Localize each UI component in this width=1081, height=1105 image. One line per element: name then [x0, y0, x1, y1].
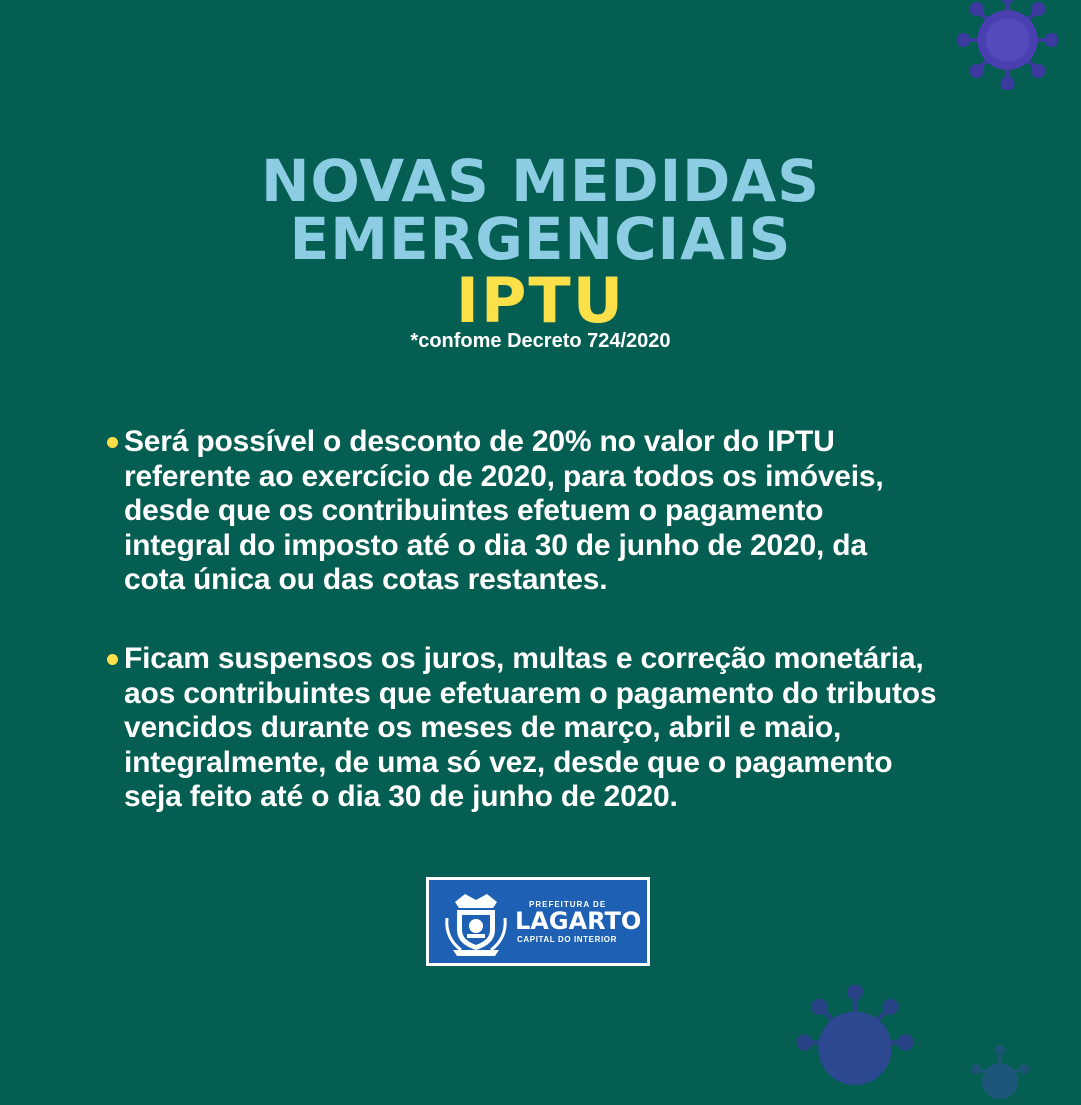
- bullet-text-line: desde que os contribuintes efetuem o pagamento: [124, 494, 824, 527]
- logo-name: LAGARTO: [515, 907, 642, 935]
- bullet-item-discount: [107, 425, 1057, 598]
- bullet-dot-icon: [107, 437, 118, 448]
- subject-heading: IPTU: [455, 264, 626, 337]
- logo-prefix: PREFEITURA DE: [529, 900, 607, 909]
- decree-note: *confome Decreto 724/2020: [410, 330, 671, 352]
- bullet-text-line: aos contribuintes que efetuarem o pagamento do tributos: [124, 676, 937, 710]
- virus-icon: [795, 985, 915, 1100]
- bullet-text-line: cota única ou das cotas restantes.: [124, 563, 608, 596]
- bullet-text-line: integralmente, de uma só vez, desde que o pagamento: [124, 745, 893, 779]
- municipal-crest-icon: [441, 888, 511, 958]
- bullet-dot-icon: [107, 654, 118, 665]
- title-line-2: EMERGENCIAIS: [289, 205, 792, 273]
- logo-tagline: CAPITAL DO INTERIOR: [517, 935, 617, 944]
- bullet-text-line: referente ao exercício de 2020, para todos os imóveis,: [124, 459, 884, 493]
- logo-panel: [429, 880, 647, 963]
- bullet-item-suspension: [107, 642, 1057, 815]
- bullet-text-line: seja feito até o dia 30 de junho de 2020.: [124, 780, 678, 813]
- title-line-1: NOVAS MEDIDAS: [261, 147, 820, 215]
- virus-icon: [965, 1045, 1035, 1105]
- bullet-text-line: vencidos durante os meses de março, abril e maio,: [124, 711, 842, 744]
- virus-icon: [955, 0, 1060, 90]
- bullet-text-line: Ficam suspensos os juros, multas e correção monetária,: [124, 642, 924, 675]
- bullet-text-line: integral do imposto até o dia 30 de junho de 2020, da: [124, 528, 867, 562]
- bullet-text-line: Será possível o desconto de 20% no valor do IPTU: [124, 425, 835, 458]
- prefeitura-logo: [426, 877, 650, 966]
